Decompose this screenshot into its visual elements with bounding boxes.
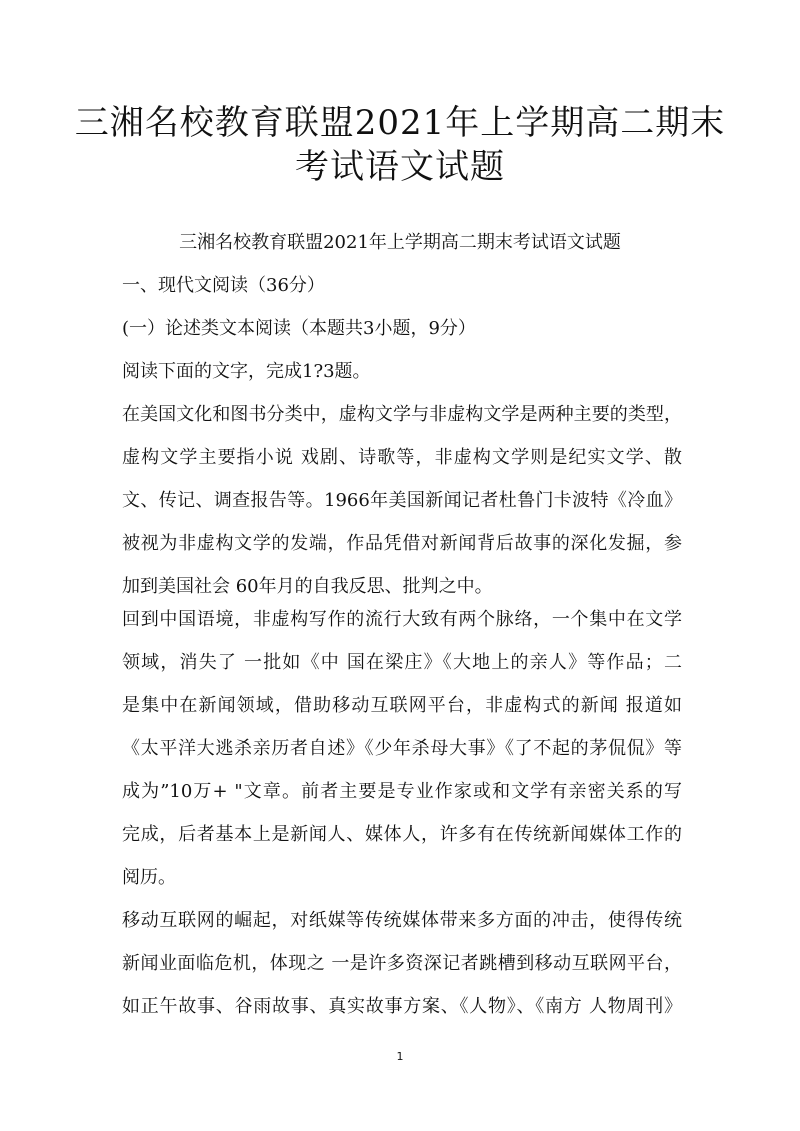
paragraph-line: 新闻业面临危机，体现之 一是许多资深记者跳槽到移动互联网平台，: [122, 953, 682, 974]
paragraph-line: 成为”10万+ "文章。前者主要是专业作家或和文学有亲密关系的写: [122, 781, 682, 802]
paragraph-line: 虚构文学主要指小说 戏剧、诗歌等，非虚构文学则是纪实文学、散: [122, 447, 682, 468]
paragraph-line: 在美国文化和图书分类中，虚构文学与非虚构文学是两种主要的类型，: [122, 404, 682, 425]
paragraph-line: 领域，消失了 一批如《中 国在梁庄》《大地上的亲人》等作品；二: [122, 652, 682, 673]
paragraph-line: 《太平洋大逃杀亲历者自述》《少年杀母大事》《了不起的茅侃侃》等: [122, 738, 682, 759]
paragraph-line: 回到中国语境，非虚构写作的流行大致有两个脉络，一个集中在文学: [122, 609, 682, 630]
paragraph-line: 移动互联网的崛起，对纸媒等传统媒体带来多方面的冲击，使得传统: [122, 910, 682, 931]
document-subtitle: 三湘名校教育联盟2021年上学期高二期末考试语文试题: [179, 232, 621, 253]
subsection-heading: (一）论述类文本阅读（本题共3小题，9分）: [122, 318, 476, 339]
paragraph-line: 加到美国社会 60年月的自我反思、批判之中。: [122, 576, 493, 597]
paragraph-line: 文、传记、调查报告等。1966年美国新闻记者杜鲁门卡波特《冷血》: [122, 490, 682, 511]
paragraph-line: 如正午故事、谷雨故事、真实故事方案、《人物》、《南方 人物周刊》: [122, 996, 682, 1017]
section-heading: 一、现代文阅读（36分）: [122, 275, 325, 296]
page-number: 1: [396, 1050, 404, 1063]
paragraph-line: 被视为非虚构文学的发端，作品凭借对新闻背后故事的深化发掘，参: [122, 533, 682, 554]
paragraph-line: 阅历。: [122, 867, 176, 888]
paragraph-line: 是集中在新闻领域，借助移动互联网平台，非虚构式的新闻 报道如: [122, 695, 682, 716]
document-title-line-2: 考试语文试题: [295, 147, 505, 187]
paragraph-line: 完成，后者基本上是新闻人、媒体人，许多有在传统新闻媒体工作的: [122, 824, 682, 845]
document-title-line-1: 三湘名校教育联盟2021年上学期高二期末: [74, 103, 726, 143]
reading-instruction: 阅读下面的文字，完成1?3题。: [122, 361, 371, 382]
